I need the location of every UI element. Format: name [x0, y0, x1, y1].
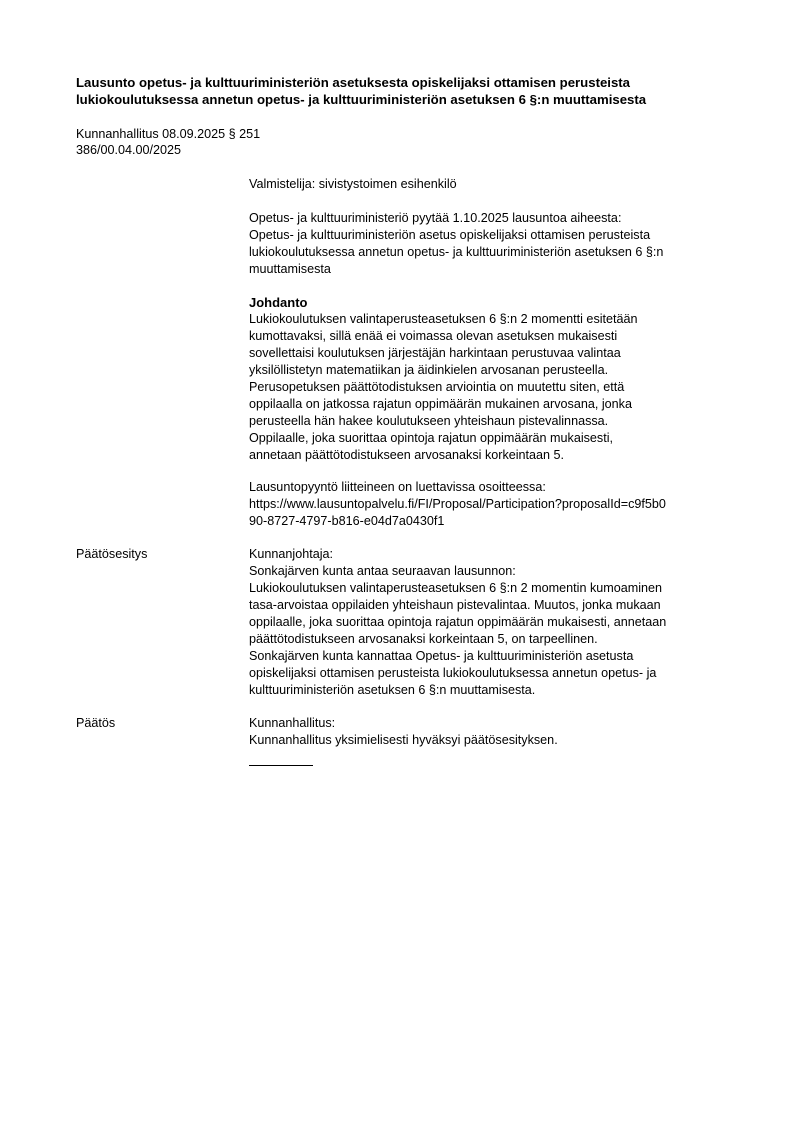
text-line: Oppilaalle, joka suorittaa opintoja rajatun oppimäärän mukaisesti,: [249, 431, 614, 445]
text-line: Sonkajärven kunta kannattaa Opetus- ja kulttuuriministeriön asetusta: [249, 649, 634, 663]
text-line: oppilaalla on jatkossa rajatun oppimäärän mukainen arvosana, jonka: [249, 397, 632, 411]
text-line: Lukiokoulutuksen valintaperusteasetuksen 6 §:n 2 momentin kumoaminen: [249, 581, 663, 595]
text-line: opiskelijaksi ottamisen perusteista lukiokoulutuksessa annetun opetus- ja: [249, 666, 657, 680]
text-line: lukiokoulutuksessa annetun opetus- ja kulttuuriministeriön asetuksen 6 §:n: [249, 245, 664, 259]
text-line: oppilaalle, joka suorittaa opintoja rajatun oppimäärän mukaisesti, annetaan: [249, 615, 667, 629]
document-title: [76, 74, 756, 108]
section-heading: Johdanto: [249, 295, 308, 310]
text-line: Opetus- ja kulttuuriministeriö pyytää 1.10.2025 lausuntoa aiheesta:: [249, 211, 622, 225]
text-line: kulttuuriministeriön asetuksen 6 §:n muuttamisesta.: [249, 683, 536, 697]
meeting-meta: [76, 126, 260, 158]
text-line: yksilöllistetyn matematiikan ja äidinkielen arvosanan perusteella.: [249, 363, 609, 377]
title-line: Lausunto opetus- ja kulttuuriministeriön asetuksesta opiskelijaksi ottamisen perusteista: [76, 75, 631, 90]
text-line: Kunnanhallitus yksimielisesti hyväksyi päätösesityksen.: [249, 733, 558, 747]
text-line: Lukiokoulutuksen valintaperusteasetuksen 6 §:n 2 momentti esitetään: [249, 312, 638, 326]
title-line: lukiokoulutuksessa annetun opetus- ja kulttuuriministeriön asetuksen 6 §:n muuttamisesta: [76, 92, 647, 107]
decision-section: [249, 715, 749, 749]
request-paragraph: [249, 210, 749, 278]
text-line: Lausuntopyyntö liitteineen on luettavissa osoitteessa:: [249, 480, 546, 494]
text-line: Opetus- ja kulttuuriministeriön asetus opiskelijaksi ottamisen perusteista: [249, 228, 651, 242]
proposal-label: Päätösesitys: [76, 547, 148, 561]
text-line: päättötodistukseen arvosanaksi korkeintaan 5, on tarpeellinen.: [249, 632, 598, 646]
preparer: Valmistelija: sivistystoimen esihenkilö: [249, 177, 457, 191]
attachment-url[interactable]: https://www.lausuntopalvelu.fi/FI/Proposal/Participation?proposalId=c9f5b0: [249, 497, 666, 511]
text-line: Kunnanjohtaja:: [249, 547, 334, 561]
proposal-section: [249, 546, 749, 699]
text-line: perusteella hän hakee koulutukseen yhteishaun pistevalinnassa.: [249, 414, 609, 428]
signature-rule: [249, 765, 313, 766]
text-line: Perusopetuksen päättötodistuksen arviointia on muutettu siten, että: [249, 380, 625, 394]
decision-label: Päätös: [76, 716, 116, 730]
attachment-section: [249, 479, 749, 530]
intro-section: [249, 294, 749, 464]
meeting-reference: Kunnanhallitus 08.09.2025 § 251: [76, 127, 261, 141]
preparer-block: [249, 176, 749, 193]
text-line: kumottavaksi, sillä enää ei voimassa olevan asetuksen mukaisesti: [249, 329, 618, 343]
text-line: Sonkajärven kunta antaa seuraavan lausunnon:: [249, 564, 516, 578]
text-line: tasa-arvoistaa oppilaiden yhteishaun pistevalintaa. Muutos, jonka mukaan: [249, 598, 661, 612]
text-line: sovellettaisi koulutuksen järjestäjän harkintaan perustuvaa valintaa: [249, 346, 621, 360]
attachment-url[interactable]: 90-8727-4797-b816-e04d7a0430f1: [249, 514, 445, 528]
case-number: 386/00.04.00/2025: [76, 143, 182, 157]
text-line: muuttamisesta: [249, 262, 331, 276]
text-line: Kunnanhallitus:: [249, 716, 336, 730]
text-line: annetaan päättötodistukseen arvosanaksi korkeintaan 5.: [249, 448, 565, 462]
